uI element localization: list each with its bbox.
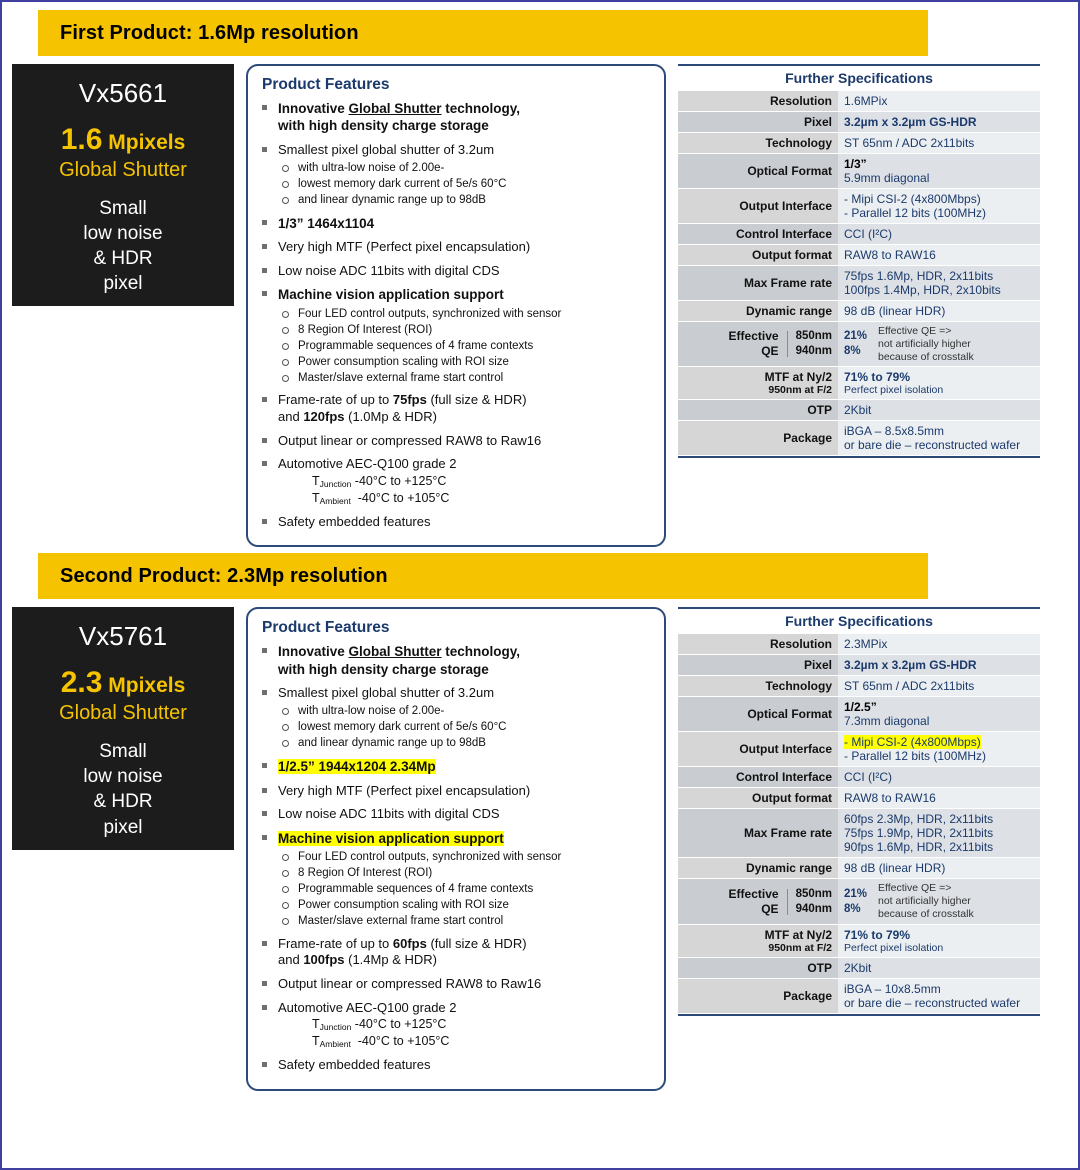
- qe-wavelength: 940nm: [795, 345, 832, 358]
- spec-key-qe: [678, 879, 838, 924]
- qe-note: Effective QE => not artificially higher because of crosstalk: [878, 882, 974, 920]
- table-row: [678, 655, 1040, 676]
- table-row: [678, 301, 1040, 322]
- feature-item-automotive-label: Automotive AEC-Q100 grade 2: [278, 456, 457, 472]
- section-banner-2: [38, 553, 928, 599]
- temp-junction: $T_{Junction}$ -40°C to +125°C: [312, 1017, 447, 1033]
- feature-subitem: Power consumption scaling with ROI size: [278, 355, 652, 370]
- table-row: [678, 154, 1040, 189]
- qe-divider: [787, 889, 788, 915]
- feature-item-framerate: Frame-rate of up to 60fps (full size & HDR) and 100fps (1.4Mp & HDR): [260, 936, 652, 969]
- product-features-list: [260, 100, 652, 530]
- feature-item-machine-vision: [260, 286, 652, 385]
- spec-value: 1.6MPix: [838, 91, 1040, 112]
- spec-key-line1: MTF at Ny/2: [764, 927, 832, 942]
- specs-table-2: [678, 607, 1040, 1015]
- feature-subitem: Programmable sequences of 4 frame contexts: [278, 882, 652, 897]
- product-name: Vx5761: [78, 621, 168, 652]
- spec-key: Output format: [678, 245, 838, 266]
- table-row: [678, 788, 1040, 809]
- table-row: [678, 634, 1040, 655]
- spec-value: [838, 154, 1040, 189]
- qe-note: Effective QE => not artificially higher because of crosstalk: [878, 325, 974, 363]
- table-row: [678, 676, 1040, 697]
- spec-key: Package: [678, 421, 838, 456]
- spec-value: 2Kbit: [838, 400, 1040, 421]
- spec-value: [838, 421, 1040, 456]
- table-row: [678, 858, 1040, 879]
- feature-subitem: Programmable sequences of 4 frame contexts: [278, 339, 652, 354]
- spec-value-line1: 71% to 79%: [844, 370, 911, 385]
- feature-item-automotive: [260, 456, 652, 506]
- feature-item: Very high MTF (Perfect pixel encapsulation): [260, 783, 652, 800]
- spec-value-line2: - Parallel 12 bits (100MHz): [844, 206, 987, 220]
- product-features-box-2: [246, 607, 666, 1090]
- qe-percents: [844, 887, 878, 917]
- table-row: [678, 133, 1040, 154]
- spec-value: [838, 367, 1040, 400]
- spec-value: RAW8 to RAW16: [838, 245, 1040, 266]
- feature-subitem: Four LED control outputs, synchronized with sensor: [278, 850, 652, 865]
- feature-item: Output linear or compressed RAW8 to Raw16: [260, 976, 652, 993]
- feature-subitem: Master/slave external frame start control: [278, 914, 652, 929]
- spec-key: [678, 367, 838, 400]
- global-shutter-term: Global Shutter: [348, 101, 442, 116]
- feature-sublist: [278, 161, 652, 208]
- spec-value: RAW8 to RAW16: [838, 788, 1040, 809]
- spec-value-line1: 1/2.5”: [844, 700, 877, 715]
- spec-value: [838, 978, 1040, 1013]
- table-row: [678, 924, 1040, 957]
- spec-value-line2: Perfect pixel isolation: [844, 941, 944, 954]
- section-banner-1: [38, 10, 928, 56]
- spec-value-line1: - Mipi CSI-2 (4x800Mbps): [844, 192, 981, 206]
- section-body-1: [12, 64, 1068, 547]
- feature-subitem: lowest memory dark current of 5e/s 60°C: [278, 177, 652, 192]
- spec-key: Max Frame rate: [678, 266, 838, 301]
- spec-value: [838, 732, 1040, 767]
- temp-ambient: $T_{Ambient}$ -40°C to +105°C: [312, 490, 450, 506]
- specs-title: Further Specifications: [785, 70, 933, 86]
- feature-item: Safety embedded features: [260, 514, 652, 531]
- spec-key: Output format: [678, 788, 838, 809]
- qe-percent: 21%: [844, 330, 868, 343]
- product-megapixels-value: 2.3: [60, 666, 103, 700]
- feature-item-automotive: [260, 1000, 652, 1050]
- product-name: Vx5661: [78, 78, 168, 108]
- spec-value: 2Kbit: [838, 957, 1040, 978]
- feature-item: Low noise ADC 11bits with digital CDS: [260, 263, 652, 280]
- spec-value: 98 dB (linear HDR): [838, 858, 1040, 879]
- spec-value-qe: [838, 322, 1040, 367]
- spec-key: Control Interface: [678, 224, 838, 245]
- spec-value: [838, 809, 1040, 858]
- spec-value: 3.2µm x 3.2µm GS-HDR: [838, 655, 1040, 676]
- qe-wavelength: 850nm: [795, 887, 832, 900]
- feature-subitem: with ultra-low noise of 2.00e-: [278, 161, 652, 176]
- feature-item-resolution-label: 1/2.5” 1944x1204 2.34Mp: [278, 759, 436, 775]
- spec-value-line1: 60fps 2.3Mp, HDR, 2x11bits: [844, 812, 994, 827]
- section-body-2: [12, 607, 1068, 1090]
- spec-key: Optical Format: [678, 154, 838, 189]
- table-row: [678, 421, 1040, 456]
- spec-value-line2: 5.9mm diagonal: [844, 171, 930, 185]
- spec-key: Package: [678, 978, 838, 1013]
- feature-subitem: lowest memory dark current of 5e/s 60°C: [278, 720, 652, 735]
- product-panel-2: [12, 607, 234, 849]
- qe-wavelengths: [796, 887, 832, 917]
- feature-subitem: Four LED control outputs, synchronized with sensor: [278, 307, 652, 322]
- table-row: [678, 809, 1040, 858]
- feature-subitem: with ultra-low noise of 2.00e-: [278, 704, 652, 719]
- spec-value-qe: [838, 879, 1040, 924]
- feature-item-framerate: Frame-rate of up to 75fps (full size & HDR) and 120fps (1.0Mp & HDR): [260, 392, 652, 425]
- table-row: [678, 245, 1040, 266]
- spec-key: [678, 924, 838, 957]
- product-shutter-label: Global Shutter: [59, 159, 187, 181]
- spec-value: [838, 266, 1040, 301]
- spec-value-line1: 75fps 1.6Mp, HDR, 2x11bits: [844, 269, 994, 283]
- spec-value: CCI (I²C): [838, 224, 1040, 245]
- table-row: [678, 957, 1040, 978]
- table-row: [678, 112, 1040, 133]
- qe-percent: 8%: [844, 902, 861, 915]
- spec-value-line2: 7.3mm diagonal: [844, 714, 930, 729]
- qe-wavelength: 850nm: [795, 330, 832, 343]
- product-features-title: Product Features: [262, 619, 390, 637]
- feature-item-automotive-label: Automotive AEC-Q100 grade 2: [278, 999, 457, 1015]
- spec-value-line1: 71% to 79%: [844, 927, 911, 942]
- feature-sublist: [278, 704, 652, 751]
- spec-key: Technology: [678, 676, 838, 697]
- spec-value-line2: or bare die – reconstructed wafer: [844, 438, 1021, 453]
- qe-label: Effective QE: [728, 886, 779, 916]
- qe-wavelength: 940nm: [795, 902, 832, 915]
- spec-value-line1: 1/3”: [844, 157, 867, 171]
- specs-table: [678, 634, 1040, 1013]
- spec-key-line1: MTF at Ny/2: [764, 370, 832, 385]
- spec-value-line2: Perfect pixel isolation: [844, 384, 944, 397]
- spec-key: Max Frame rate: [678, 809, 838, 858]
- spec-value: 2.3MPix: [838, 634, 1040, 655]
- table-row: [678, 367, 1040, 400]
- spec-value: ST 65nm / ADC 2x11bits: [838, 133, 1040, 154]
- spec-value-line2: - Parallel 12 bits (100MHz): [844, 749, 987, 764]
- spec-key: Resolution: [678, 91, 838, 112]
- feature-item-machine-vision: [260, 830, 652, 929]
- temp-ambient: $T_{Ambient}$ -40°C to +105°C: [312, 1034, 450, 1050]
- product-features-box-1: [246, 64, 666, 547]
- feature-item-resolution: 1/3” 1464x1104: [260, 215, 652, 232]
- feature-item: Very high MTF (Perfect pixel encapsulation): [260, 239, 652, 256]
- feature-subitem: Master/slave external frame start control: [278, 371, 652, 386]
- spec-key: OTP: [678, 957, 838, 978]
- table-row: [678, 697, 1040, 732]
- feature-item: Safety embedded features: [260, 1057, 652, 1074]
- spec-key-line2: 950nm at F/2: [768, 941, 832, 954]
- spec-key-qe: [678, 322, 838, 367]
- feature-item: Innovative Global Shutter technology, with high density charge storage: [260, 100, 652, 135]
- feature-item-machine-vision-label: Machine vision application support: [278, 830, 504, 846]
- feature-subitem: 8 Region Of Interest (ROI): [278, 323, 652, 338]
- spec-key: Optical Format: [678, 697, 838, 732]
- spec-value-line1: - Mipi CSI-2 (4x800Mbps): [844, 735, 981, 750]
- spec-key: Output Interface: [678, 732, 838, 767]
- feature-item-resolution: [260, 758, 652, 775]
- table-row: [678, 224, 1040, 245]
- table-row: [678, 978, 1040, 1013]
- product-megapixels-unit: Mpixels: [108, 131, 186, 154]
- feature-sublist: [278, 307, 652, 386]
- spec-key-line2: 950nm at F/2: [768, 384, 832, 397]
- table-row: [678, 732, 1040, 767]
- spec-value: [838, 924, 1040, 957]
- product-subtext: Small low noise & HDR pixel: [83, 198, 163, 295]
- spec-value-line1: iBGA – 8.5x8.5mm: [844, 424, 945, 439]
- section-banner-title: First Product: 1.6Mp resolution: [60, 21, 359, 44]
- qe-percent: 8%: [844, 345, 861, 358]
- global-shutter-term: Global Shutter: [348, 644, 442, 660]
- feature-sublist: [278, 850, 652, 929]
- specs-table-1: [678, 64, 1040, 458]
- product-subtext: Small low noise & HDR pixel: [83, 741, 163, 838]
- product-megapixels: [18, 123, 228, 157]
- qe-percent: 21%: [844, 887, 868, 900]
- specs-table: [678, 91, 1040, 456]
- spec-key: OTP: [678, 400, 838, 421]
- spec-value-line1: iBGA – 10x8.5mm: [844, 981, 941, 996]
- spec-key: Pixel: [678, 655, 838, 676]
- feature-item: Innovative Global Shutter technology, with high density charge storage: [260, 643, 652, 678]
- spec-value: [838, 189, 1040, 224]
- qe-wavelengths: [796, 329, 832, 359]
- product-megapixels-value: 1.6: [60, 123, 103, 156]
- product-features-title: Product Features: [262, 76, 390, 93]
- table-row: [678, 400, 1040, 421]
- spec-value-line2: or bare die – reconstructed wafer: [844, 995, 1021, 1010]
- qe-divider: [787, 331, 788, 357]
- product-section-2: [12, 553, 1068, 1090]
- spec-key: Control Interface: [678, 767, 838, 788]
- feature-item: Smallest pixel global shutter of 3.2um with ultra-low noise of 2.00e- lowest memory dark current of 5e/s 60°C and linear dynamic range up to 98dB: [260, 685, 652, 751]
- spec-value: 3.2µm x 3.2µm GS-HDR: [838, 112, 1040, 133]
- table-row: [678, 266, 1040, 301]
- specs-title: Further Specifications: [785, 613, 933, 630]
- spec-value: [838, 697, 1040, 732]
- spec-value: 98 dB (linear HDR): [838, 301, 1040, 322]
- table-row: [678, 767, 1040, 788]
- spec-key: Technology: [678, 133, 838, 154]
- qe-label: Effective QE: [728, 329, 779, 359]
- product-shutter-label: Global Shutter: [59, 702, 187, 725]
- table-row-qe: [678, 879, 1040, 924]
- feature-item: Smallest pixel global shutter of 3.2um with ultra-low noise of 2.00e- lowest memory dark current of 5e/s 60°C and linear dynamic range up to 98dB: [260, 142, 652, 208]
- spec-value-line2: 75fps 1.9Mp, HDR, 2x11bits: [844, 826, 994, 841]
- feature-subitem: and linear dynamic range up to 98dB: [278, 736, 652, 751]
- qe-percents: [844, 329, 878, 359]
- feature-item-machine-vision-label: Machine vision application support: [278, 287, 504, 303]
- product-megapixels: [18, 666, 228, 700]
- feature-item: Output linear or compressed RAW8 to Raw16: [260, 433, 652, 450]
- spec-key: Dynamic range: [678, 858, 838, 879]
- section-banner-title: Second Product: 2.3Mp resolution: [60, 564, 388, 587]
- spec-value-line2: 100fps 1.4Mp, HDR, 2x10bits: [844, 283, 1001, 297]
- product-megapixels-unit: Mpixels: [108, 674, 186, 698]
- product-panel-1: [12, 64, 234, 306]
- spec-value: CCI (I²C): [838, 767, 1040, 788]
- temp-junction: $T_{Junction}$ -40°C to +125°C: [312, 473, 447, 489]
- feature-item: Low noise ADC 11bits with digital CDS: [260, 806, 652, 823]
- spec-key: Output Interface: [678, 189, 838, 224]
- spec-key: Dynamic range: [678, 301, 838, 322]
- product-section-1: [12, 10, 1068, 547]
- table-row: [678, 91, 1040, 112]
- feature-subitem: and linear dynamic range up to 98dB: [278, 193, 652, 208]
- spec-value-line3: 90fps 1.6Mp, HDR, 2x11bits: [844, 840, 994, 855]
- table-row-qe: [678, 322, 1040, 367]
- product-features-list: [260, 643, 652, 1073]
- spec-key: Pixel: [678, 112, 838, 133]
- feature-subitem: 8 Region Of Interest (ROI): [278, 866, 652, 881]
- spec-value: ST 65nm / ADC 2x11bits: [838, 676, 1040, 697]
- spec-key: Resolution: [678, 634, 838, 655]
- table-row: [678, 189, 1040, 224]
- feature-subitem: Power consumption scaling with ROI size: [278, 898, 652, 913]
